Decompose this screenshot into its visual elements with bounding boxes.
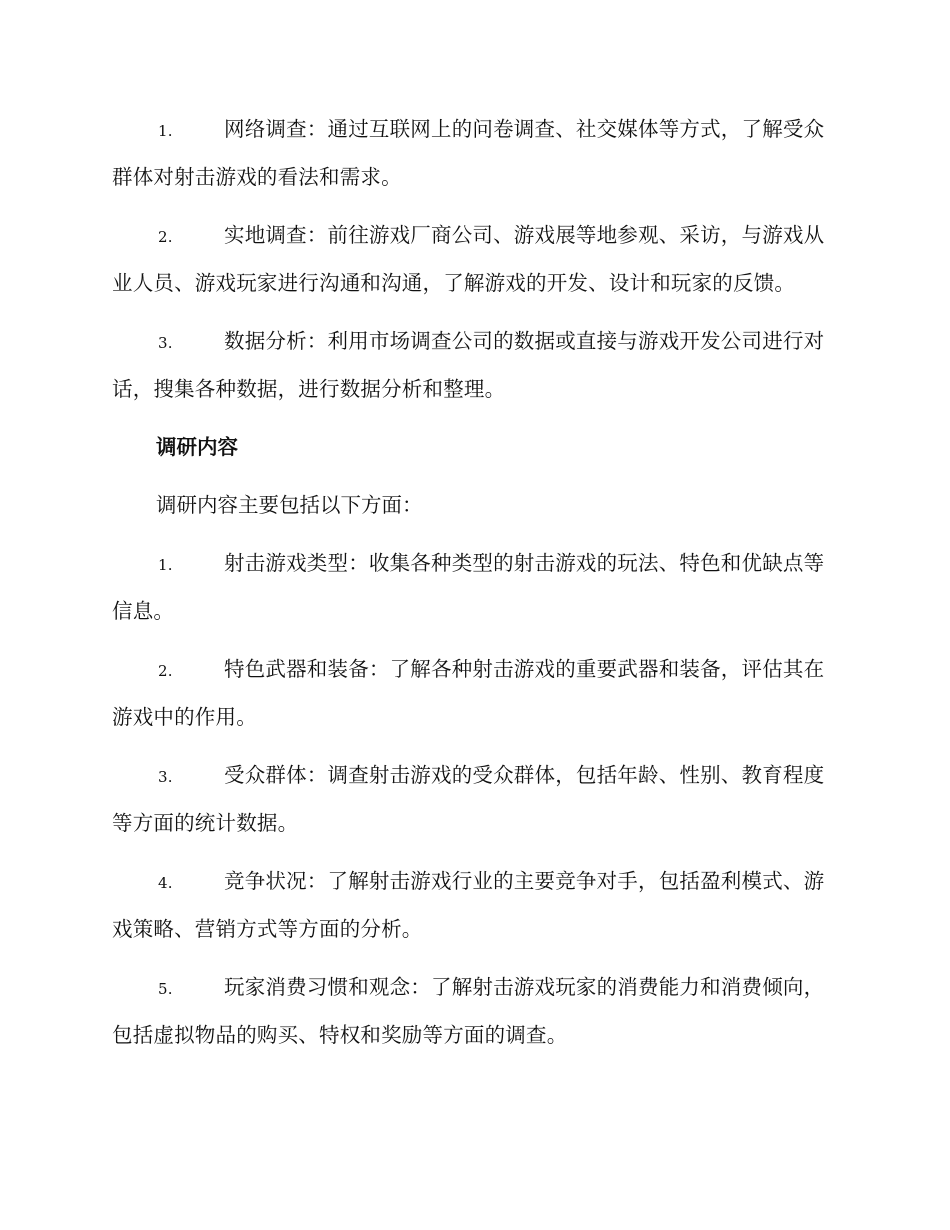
section-intro: 调研内容主要包括以下方面： (156, 493, 423, 517)
content-item-3 (112, 752, 834, 846)
list-number: 2. (158, 662, 173, 680)
content-item-5 (112, 964, 834, 1058)
list-number: 5. (158, 980, 173, 998)
content-item-2 (112, 646, 834, 740)
list-number: 1. (158, 122, 173, 140)
content-item-4 (112, 858, 834, 952)
list-number: 4. (158, 874, 173, 892)
method-item-1 (112, 106, 834, 200)
list-text: 竞争状况：了解射击游戏行业的主要竞争对手，包括盈利模式、游戏策略、营销方式等方面的分析。 (112, 869, 825, 941)
list-text: 受众群体：调查射击游戏的受众群体，包括年龄、性别、教育程度等方面的统计数据。 (112, 763, 825, 835)
list-text: 数据分析：利用市场调查公司的数据或直接与游戏开发公司进行对话，搜集各种数据，进行数据分析和整理。 (112, 329, 825, 401)
list-text: 特色武器和装备：了解各种射击游戏的重要武器和装备，评估其在游戏中的作用。 (112, 657, 825, 729)
list-number: 1. (158, 556, 173, 574)
list-text: 实地调查：前往游戏厂商公司、游戏展等地参观、采访，与游戏从业人员、游戏玩家进行沟通和沟通，了解游戏的开发、设计和玩家的反馈。 (112, 223, 825, 295)
document-page (112, 106, 834, 1058)
content-item-1 (112, 540, 834, 634)
section-heading: 调研内容 (156, 435, 238, 459)
list-number: 3. (158, 768, 173, 786)
list-text: 玩家消费习惯和观念：了解射击游戏玩家的消费能力和消费倾向，包括虚拟物品的购买、特权和奖励等方面的调查。 (112, 975, 825, 1047)
list-number: 3. (158, 334, 173, 352)
method-item-3 (112, 318, 834, 412)
list-text: 网络调查：通过互联网上的问卷调查、社交媒体等方式，了解受众群体对射击游戏的看法和需求。 (112, 117, 825, 189)
list-text: 射击游戏类型：收集各种类型的射击游戏的玩法、特色和优缺点等信息。 (112, 551, 825, 623)
method-item-2 (112, 212, 834, 306)
list-number: 2. (158, 228, 173, 246)
